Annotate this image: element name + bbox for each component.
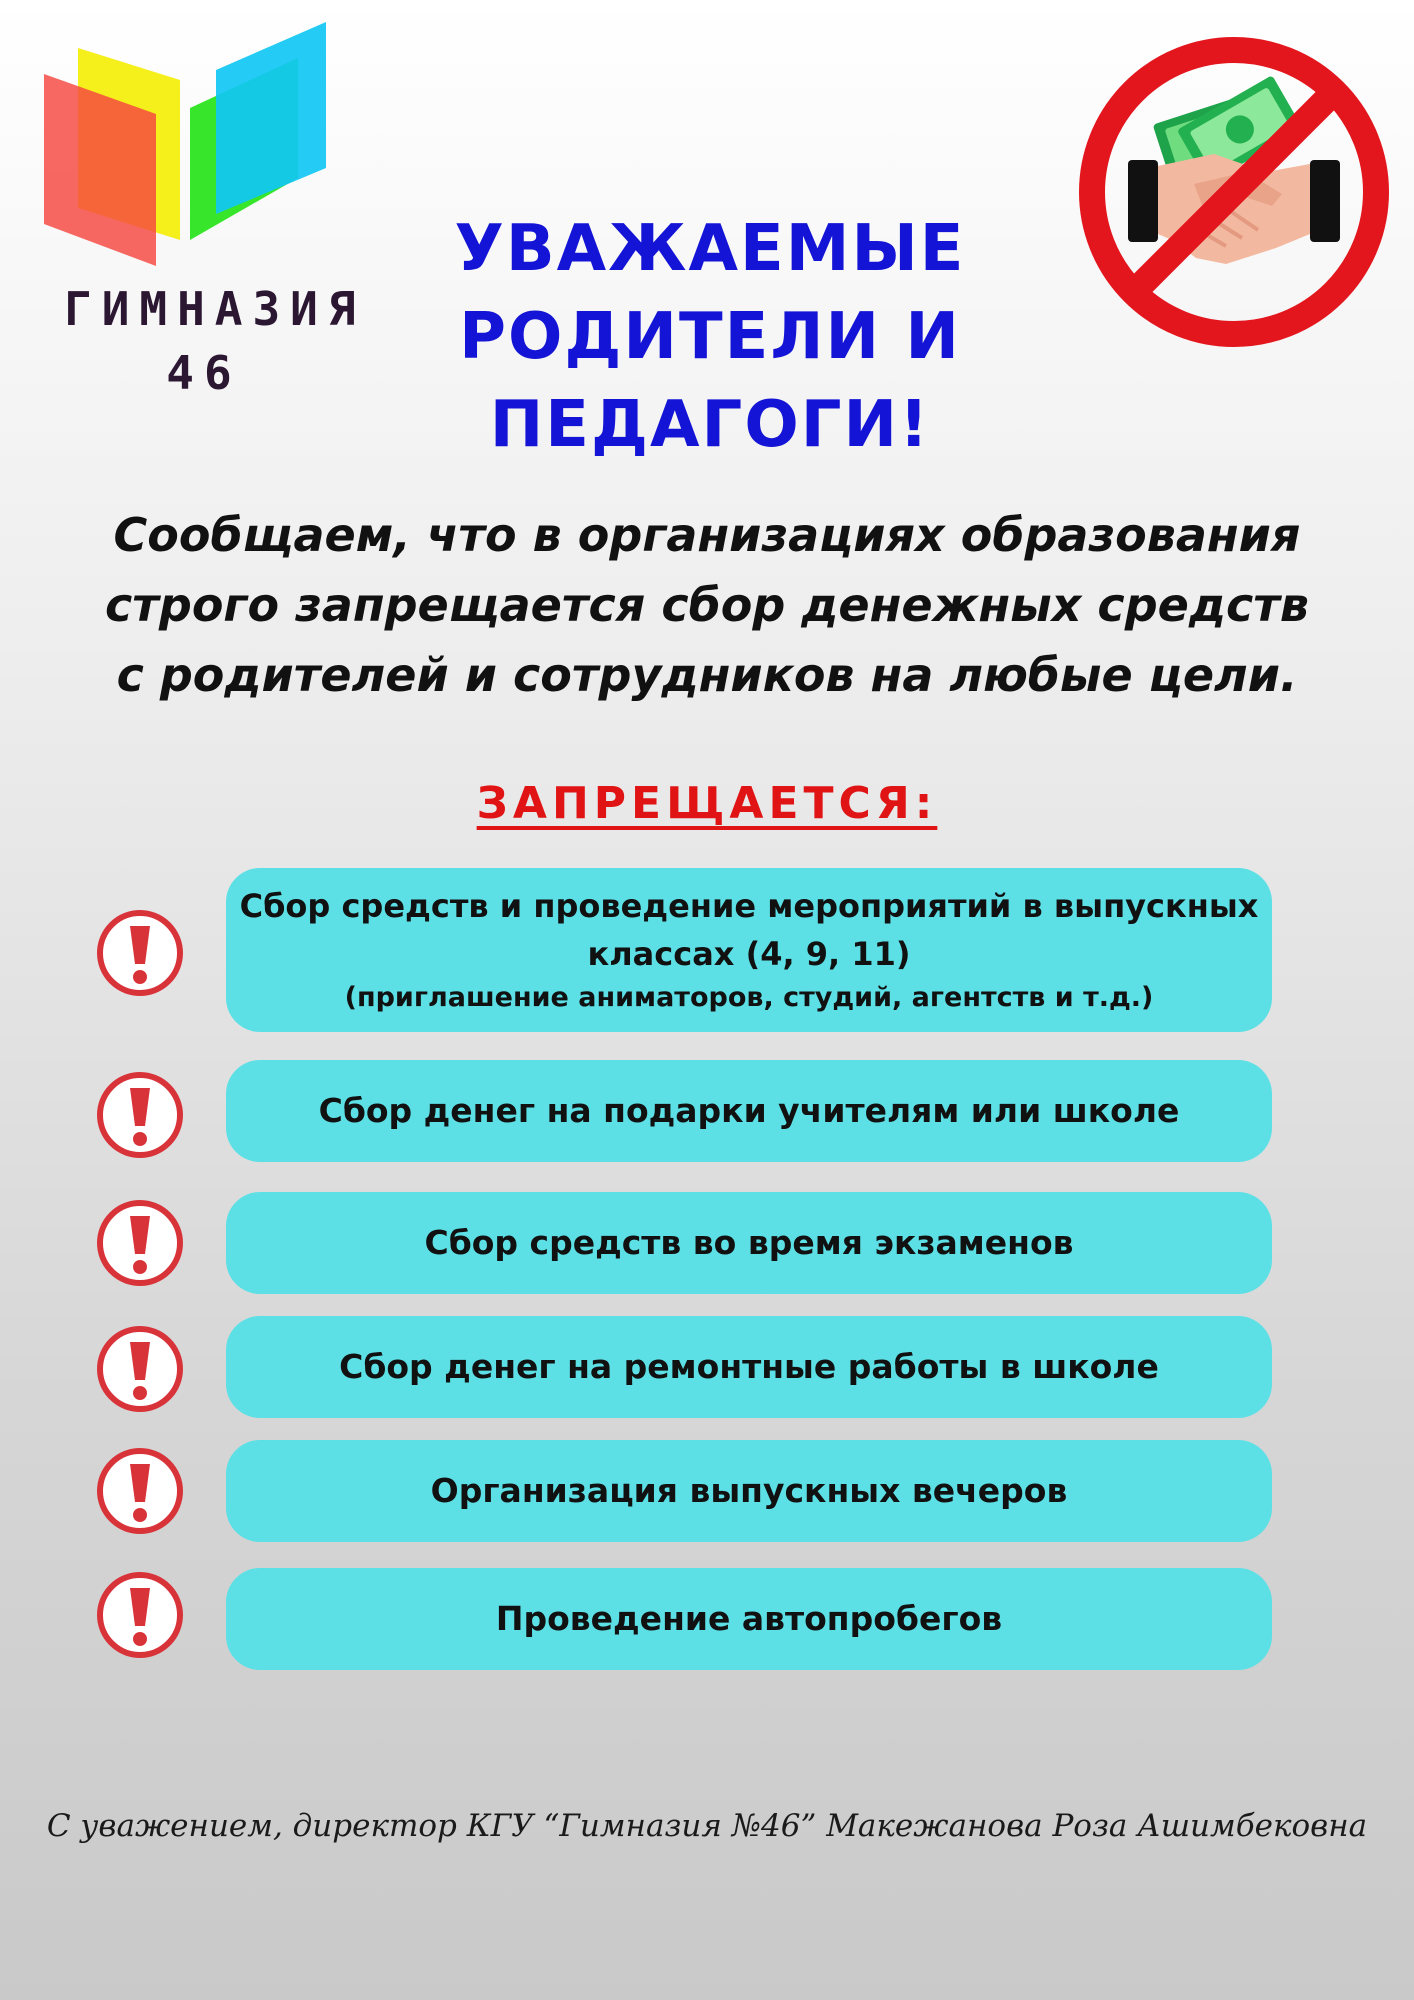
logo-title: ГИМНАЗИЯ bbox=[64, 282, 366, 336]
exclamation-warning-icon bbox=[95, 1198, 185, 1288]
rule-pill bbox=[226, 1440, 1272, 1542]
exclamation-warning-icon bbox=[95, 1570, 185, 1660]
exclamation-warning-icon bbox=[95, 1324, 185, 1414]
rule-text: Сбор денег на подарки учителям или школе bbox=[318, 1091, 1180, 1130]
exclamation-warning-icon bbox=[95, 1446, 185, 1536]
school-logo bbox=[40, 18, 366, 400]
greeting-title bbox=[390, 205, 1030, 469]
forbidden-heading bbox=[0, 778, 1414, 829]
title-line-3: ПЕДАГОГИ! bbox=[489, 388, 931, 462]
title-line-1: УВАЖАЕМЫЕ bbox=[454, 212, 966, 286]
rule-text-line-1: Сбор средств и проведение мероприятий в выпускных bbox=[239, 887, 1259, 925]
logo-book-icon bbox=[40, 18, 340, 278]
exclamation-warning-icon bbox=[95, 908, 185, 998]
rule-pill bbox=[226, 1316, 1272, 1418]
rule-pill bbox=[226, 1060, 1272, 1162]
rule-text: Проведение автопробегов bbox=[495, 1599, 1003, 1638]
rule-note: (приглашение аниматоров, студий, агентств и т.д.) bbox=[344, 982, 1154, 1013]
title-line-2: РОДИТЕЛИ И bbox=[459, 300, 961, 374]
rule-text: Сбор средств во время экзаменов bbox=[424, 1223, 1074, 1262]
notice-message bbox=[60, 500, 1354, 710]
no-bribe-icon bbox=[1076, 34, 1392, 350]
message-line-1: Сообщаем, что в организациях образования bbox=[113, 508, 1301, 562]
exclamation-warning-icon bbox=[95, 1070, 185, 1160]
director-signature: С уважением, директор КГУ “Гимназия №46” Макежанова Роза Ашимбековна bbox=[46, 1808, 1368, 1844]
rule-pill bbox=[226, 868, 1272, 1032]
rule-pill bbox=[226, 1192, 1272, 1294]
rule-text-line-2: классах (4, 9, 11) bbox=[587, 935, 911, 973]
message-line-3: с родителей и сотрудников на любые цели. bbox=[116, 648, 1298, 702]
logo-number: 46 bbox=[166, 346, 242, 400]
rule-text: Организация выпускных вечеров bbox=[430, 1471, 1068, 1510]
forbidden-heading-text: ЗАПРЕЩАЕТСЯ: bbox=[476, 778, 938, 829]
message-line-2: строго запрещается сбор денежных средств bbox=[104, 578, 1310, 632]
rule-text: Сбор денег на ремонтные работы в школе bbox=[339, 1347, 1159, 1386]
rule-pill bbox=[226, 1568, 1272, 1670]
